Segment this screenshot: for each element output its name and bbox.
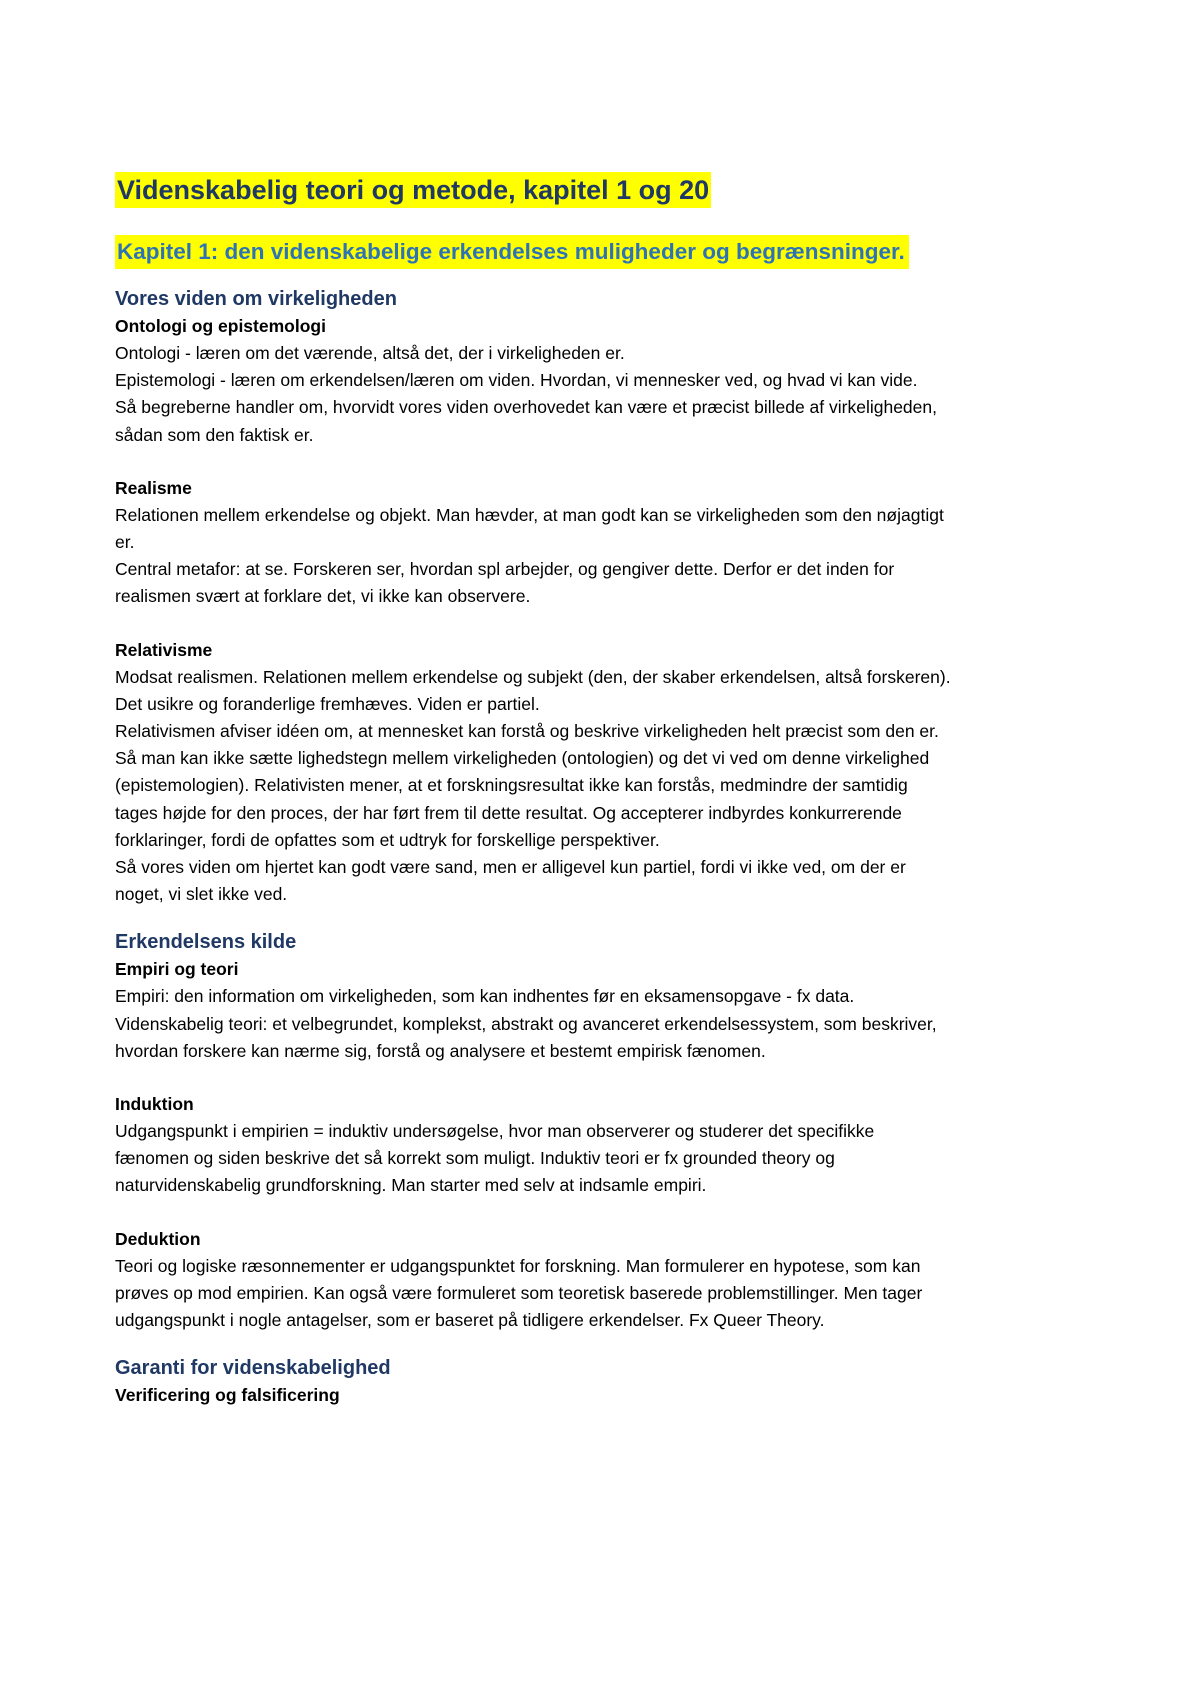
subsection-heading: Induktion (115, 1094, 194, 1115)
paragraph-line: er. (115, 532, 135, 553)
chapter-heading: Kapitel 1: den videnskabelige erkendelses muligheder og begrænsninger. (115, 235, 909, 269)
subsection-heading: Realisme (115, 477, 192, 498)
document-title: Videnskabelig teori og metode, kapitel 1 og 20 (115, 172, 711, 208)
paragraph-line: Så vores viden om hjertet kan godt være sand, men er alligevel kun partiel, fordi vi ikke ved, om der er (115, 857, 906, 878)
paragraph-line: naturvidenskabelig grundforskning. Man starter med selv at indsamle empiri. (115, 1175, 707, 1196)
paragraph-line: Epistemologi - læren om erkendelsen/læren om viden. Hvordan, vi mennesker ved, og hvad vi kan vide. (115, 370, 918, 391)
section (115, 928, 1105, 1334)
subsection-heading: Verificering og falsificering (115, 1385, 340, 1406)
paragraph-line: fænomen og siden beskrive det så korrekt som muligt. Induktiv teori er fx grounded theory og (115, 1148, 835, 1169)
paragraph-line: prøves op mod empirien. Kan også være formuleret som teoretisk baserede problemstillinger. Men tager (115, 1282, 923, 1303)
section-heading: Garanti for videnskabelighed (115, 1357, 391, 1380)
paragraph-line: Relativismen afviser idéen om, at mennesket kan forstå og beskrive virkeligheden helt præcist som den er. (115, 721, 939, 742)
subsection-heading: Empiri og teori (115, 959, 239, 980)
paragraph-line: forklaringer, fordi de opfattes som et udtryk for forskellige perspektiver. (115, 829, 660, 850)
paragraph-line: realismen svært at forklare det, vi ikke kan observere. (115, 586, 531, 607)
paragraph-line: udgangspunkt i nogle antagelser, som er baseret på tidligere erkendelser. Fx Queer Theory. (115, 1310, 825, 1331)
paragraph-line: Modsat realismen. Relationen mellem erkendelse og subjekt (den, der skaber erkendelsen, altså forskeren). (115, 666, 951, 687)
paragraph-line: hvordan forskere kan nærme sig, forstå og analysere et bestemt empirisk fænomen. (115, 1040, 766, 1061)
paragraph-line: (epistemologien). Relativisten mener, at et forskningsresultat ikke kan forstås, medmindre der samtidig (115, 775, 908, 796)
paragraph-line: tages højde for den proces, der har ført frem til dette resultat. Og accepterer indbyrdes konkurrerende (115, 802, 902, 823)
paragraph-line: Så man kan ikke sætte lighedstegn mellem virkeligheden (ontologien) og det vi ved om denne virkelighed (115, 748, 930, 769)
paragraph-line: Det usikre og foranderlige fremhæves. Viden er partiel. (115, 693, 540, 714)
paragraph-line: noget, vi slet ikke ved. (115, 884, 288, 905)
subsection (115, 1091, 1105, 1200)
section-heading: Erkendelsens kilde (115, 931, 297, 954)
paragraph-line: Udgangspunkt i empirien = induktiv undersøgelse, hvor man observerer og studerer det specifikke (115, 1121, 875, 1142)
paragraph-line: Videnskabelig teori: et velbegrundet, komplekst, abstrakt og avanceret erkendelsessystem, som beskriver, (115, 1013, 937, 1034)
subsection-heading: Relativisme (115, 639, 213, 660)
section (115, 285, 1105, 908)
subsection (115, 1226, 1105, 1335)
paragraph-line: Empiri: den information om virkeligheden, som kan indhentes før en eksamensopgave - fx data. (115, 986, 855, 1007)
paragraph-line: Teori og logiske ræsonnementer er udgangspunktet for forskning. Man formulerer en hypotese, som kan (115, 1255, 921, 1276)
section-heading: Vores viden om virkeligheden (115, 288, 397, 310)
subsection (115, 956, 1105, 1065)
document-content (115, 172, 1105, 1409)
paragraph-line: Relationen mellem erkendelse og objekt. Man hævder, at man godt kan se virkeligheden som den nøjagtigt (115, 504, 944, 525)
paragraph-line: Central metafor: at se. Forskeren ser, hvordan spl arbejder, og gengiver dette. Derfor er det inden for (115, 559, 895, 580)
subsection (115, 475, 1105, 611)
paragraph-line: Ontologi - læren om det værende, altså det, der i virkeligheden er. (115, 343, 625, 363)
section (115, 1354, 1105, 1409)
paragraph-line: Så begreberne handler om, hvorvidt vores viden overhovedet kan være et præcist billede af virkeligheden, (115, 397, 937, 418)
subsection (115, 637, 1105, 909)
subsection-heading: Deduktion (115, 1228, 201, 1249)
subsection-heading: Ontologi og epistemologi (115, 316, 326, 336)
subsection (115, 1382, 1105, 1409)
paragraph-line: sådan som den faktisk er. (115, 424, 314, 445)
subsection (115, 313, 1105, 449)
